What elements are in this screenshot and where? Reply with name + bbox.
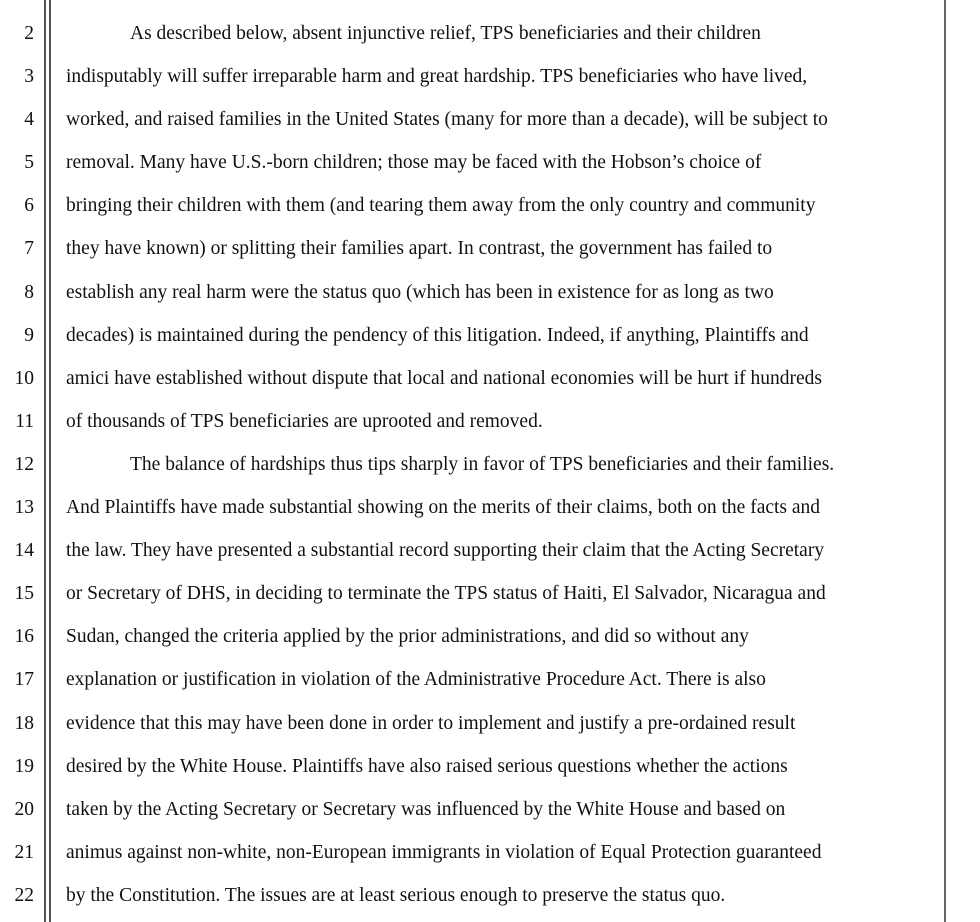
paragraph-2-line: The balance of hardships thus tips sharply in favor of TPS beneficiaries and their families. bbox=[130, 453, 835, 475]
line-number: 13 bbox=[14, 497, 34, 519]
line-number: 3 bbox=[24, 66, 34, 88]
paragraph-2-line: Sudan, changed the criteria applied by the prior administrations, and did so without any bbox=[66, 626, 749, 648]
paragraph-1-line: decades) is maintained during the pendency of this litigation. Indeed, if anything, Plaintiffs and bbox=[66, 324, 809, 346]
left-margin-rule bbox=[44, 0, 46, 922]
left-margin-rule-inner bbox=[49, 0, 51, 922]
line-number: 8 bbox=[24, 281, 34, 303]
paragraph-2-line: And Plaintiffs have made substantial showing on the merits of their claims, both on the facts and bbox=[66, 497, 821, 519]
paragraph-1-line: of thousands of TPS beneficiaries are uprooted and removed. bbox=[66, 410, 543, 432]
paragraph-2-line: by the Constitution. The issues are at least serious enough to preserve the status quo. bbox=[66, 884, 726, 906]
line-number: 9 bbox=[24, 324, 34, 346]
line-number: 7 bbox=[24, 238, 34, 260]
line-number: 4 bbox=[24, 109, 34, 131]
line-number: 19 bbox=[14, 755, 34, 777]
paragraph-2-line: animus against non-white, non-European immigrants in violation of Equal Protection guaranteed bbox=[66, 841, 822, 863]
paragraph-1-line: indisputably will suffer irreparable harm and great hardship. TPS beneficiaries who have lived, bbox=[66, 66, 808, 88]
paragraph-2-line: evidence that this may have been done in order to implement and justify a pre-ordained result bbox=[66, 712, 796, 734]
line-number: 2 bbox=[24, 23, 34, 44]
paragraph-1-line: they have known) or splitting their families apart. In contrast, the government has failed to bbox=[66, 238, 773, 260]
line-number: 14 bbox=[14, 540, 34, 562]
line-number: 5 bbox=[24, 152, 34, 174]
paragraph-2-line: desired by the White House. Plaintiffs have also raised serious questions whether the actions bbox=[66, 755, 788, 777]
line-number: 10 bbox=[14, 367, 34, 389]
paragraph-1-line: As described below, absent injunctive relief, TPS beneficiaries and their children bbox=[130, 23, 761, 44]
line-number: 21 bbox=[14, 841, 34, 863]
paragraph-1-line: removal. Many have U.S.-born children; those may be faced with the Hobson’s choice of bbox=[66, 152, 762, 174]
line-number: 6 bbox=[24, 195, 34, 217]
paragraph-1-line: establish any real harm were the status quo (which has been in existence for as long as two bbox=[66, 281, 774, 303]
line-number: 20 bbox=[14, 798, 34, 820]
line-number: 22 bbox=[14, 884, 34, 906]
line-number: 15 bbox=[14, 583, 34, 605]
right-margin-rule bbox=[944, 0, 946, 922]
paragraph-1-line: worked, and raised families in the United States (many for more than a decade), will be subject to bbox=[66, 109, 828, 131]
paragraph-1-line: bringing their children with them (and tearing them away from the only country and community bbox=[66, 195, 816, 217]
paragraph-1-line: amici have established without dispute that local and national economies will be hurt if hundreds bbox=[66, 367, 822, 389]
paragraph-2-line: explanation or justification in violation of the Administrative Procedure Act. There is also bbox=[66, 669, 766, 691]
document-body bbox=[66, 12, 938, 917]
line-number-column bbox=[0, 12, 34, 917]
line-number: 18 bbox=[14, 712, 34, 734]
line-number: 16 bbox=[14, 626, 34, 648]
paragraph-2-line: the law. They have presented a substantial record supporting their claim that the Acting Secretary bbox=[66, 540, 825, 562]
paragraph-2-line: taken by the Acting Secretary or Secretary was influenced by the White House and based on bbox=[66, 798, 786, 820]
line-number: 17 bbox=[14, 669, 34, 691]
paragraph-2-line: or Secretary of DHS, in deciding to terminate the TPS status of Haiti, El Salvador, Nicaragua and bbox=[66, 583, 826, 605]
line-number: 12 bbox=[14, 453, 34, 475]
line-number: 11 bbox=[15, 410, 34, 432]
